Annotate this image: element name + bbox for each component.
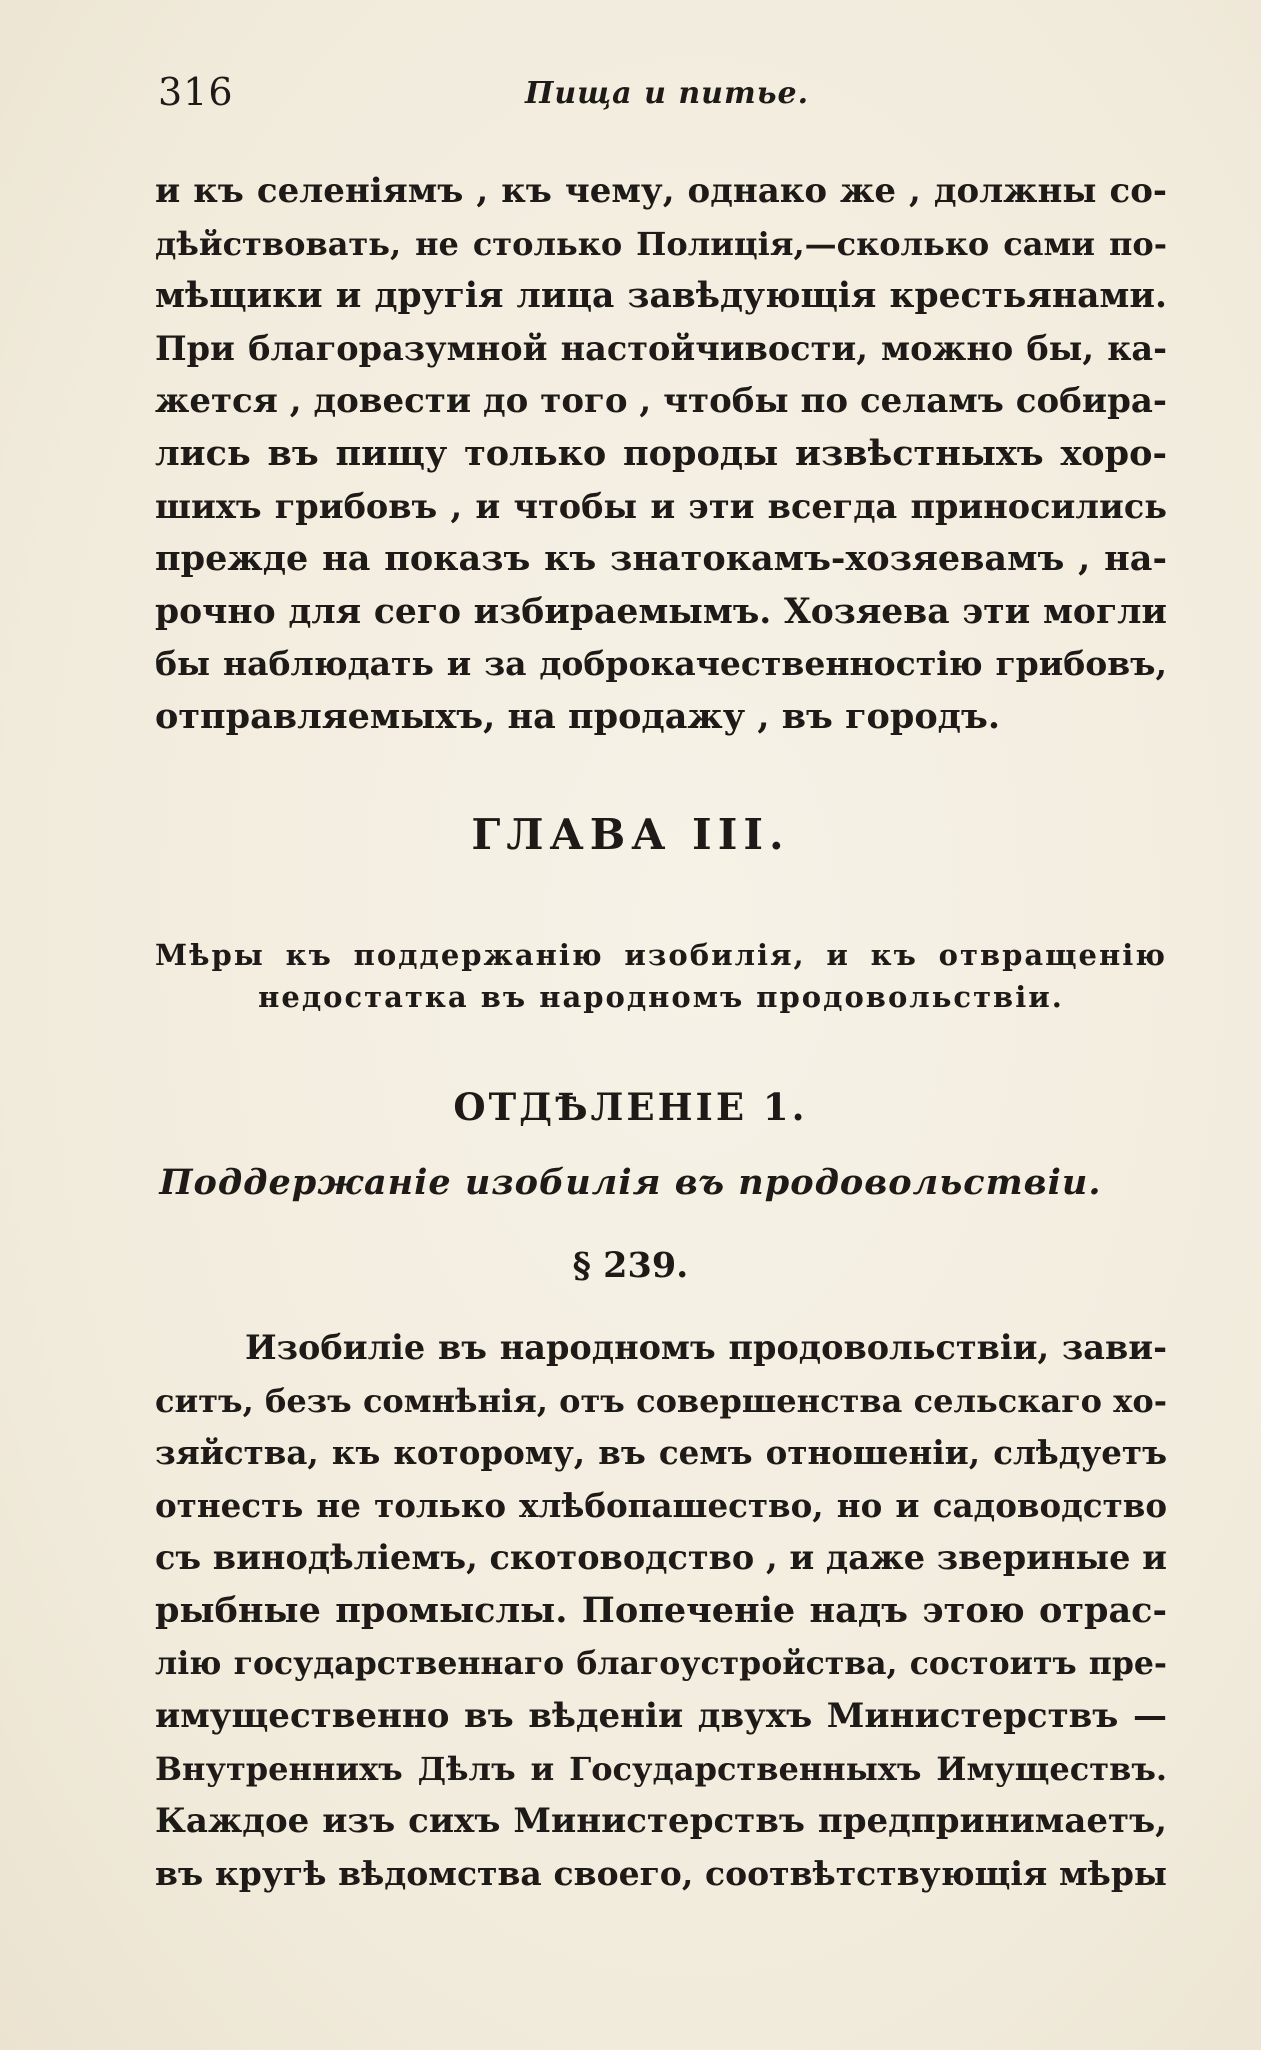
paragraph-239 [155, 1322, 1167, 1901]
text-line: рыбные промыслы. Попеченіе надъ этою отрас- [155, 1589, 1167, 1631]
chapter-subtitle-line: Мѣры къ поддержанію изобилія, и къ отвращенію [155, 938, 1167, 972]
text-line: Каждое изъ сихъ Министерствъ предпринимаетъ, [155, 1801, 1167, 1842]
text-line: въ кругѣ вѣдомства своего, соотвѣтствующія мѣры [155, 1853, 1167, 1893]
text-line: зяйства, къ которому, въ семъ отношеніи, слѣдуетъ [155, 1433, 1167, 1473]
text-line: Внутреннихъ Дѣлъ и Государственныхъ Имуществъ. [155, 1749, 1167, 1788]
paragraph-number: § 239. [572, 1245, 689, 1286]
text-line: При благоразумной настойчивости, можно бы, ка- [155, 328, 1167, 368]
text-line: жется , довести до того , чтобы по селамъ собира- [155, 381, 1167, 422]
text-line: отнесть не только хлѣбопашество, но и садоводство [155, 1485, 1167, 1525]
text-line: отправляемыхъ, на продажу , въ городъ. [155, 695, 1001, 737]
paragraph-continuation [155, 165, 1167, 744]
page-header [150, 70, 1170, 120]
text-line: ситъ, безъ сомнѣнія, отъ совершенства сельскаго хо- [155, 1381, 1167, 1420]
section-subtitle: Поддержаніе изобилія въ продовольствіи. [159, 1162, 1102, 1203]
text-line: имущественно въ вѣденіи двухъ Министерствъ — [155, 1696, 1167, 1737]
running-title: Пища и питье. [525, 76, 810, 111]
text-line: лію государственнаго благоустройства, состоитъ пре- [155, 1644, 1167, 1682]
text-line: лись въ пищу только породы извѣстныхъ хоро- [155, 432, 1167, 474]
chapter-subtitle-line: недостатка въ народномъ продовольствіи. [258, 980, 1064, 1014]
text-line: рочно для сего избираемымъ. Хозяева эти могли [155, 591, 1167, 632]
text-line: Изобиліе въ народномъ продовольствіи, зави- [245, 1328, 1167, 1367]
chapter-title: ГЛАВА III. [471, 810, 790, 859]
text-line: шихъ грибовъ , и чтобы и эти всегда приносились [155, 486, 1167, 526]
section-title: ОТДѢЛЕНІЕ 1. [453, 1085, 808, 1129]
page-number: 316 [158, 70, 234, 114]
text-line: бы наблюдать и за доброкачественностію грибовъ, [155, 644, 1167, 684]
chapter-subtitle [155, 938, 1167, 1014]
text-line: прежде на показъ къ знатокамъ-хозяевамъ , на- [155, 538, 1167, 580]
text-line: и къ селеніямъ , къ чему, однако же , должны со- [155, 171, 1167, 211]
text-line: съ винодѣліемъ, скотоводство , и даже звериные и [155, 1538, 1167, 1578]
text-line: мѣщики и другія лица завѣдующія крестьянами. [155, 276, 1167, 317]
text-line: дѣйствовать, не столько Полиція,—сколько сами по- [155, 224, 1167, 263]
